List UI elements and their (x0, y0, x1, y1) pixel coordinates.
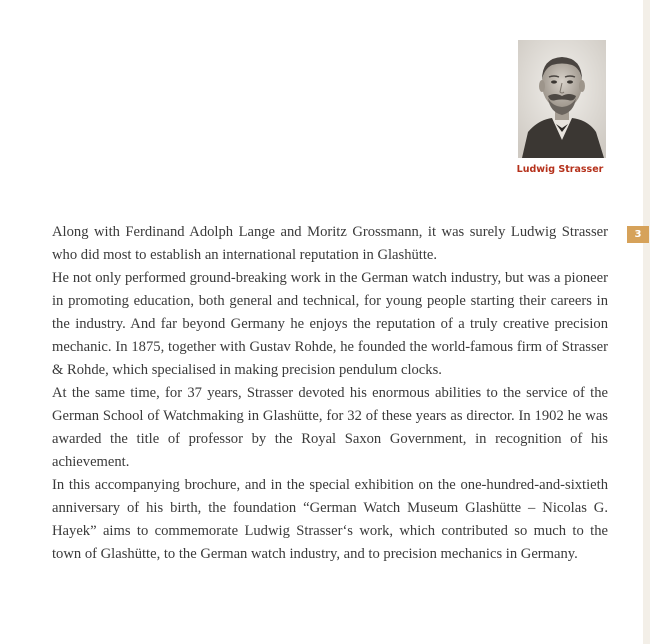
paragraph: Along with Ferdinand Adolph Lange and Moritz Grossmann, it was surely Ludwig Strasser who did most to establish an international reputation in Glashütte. (52, 224, 608, 263)
portrait-photo (518, 40, 606, 158)
paragraph: In this accompanying brochure, and in the special exhibition on the one-hundred-and-sixtieth anniversary of his birth, the foundation “German Watch Museum Glashütte – Nicolas G. Hayek” aims to commemorate Ludwig Strasser‘s work, which contributed so much to the town of Glashütte, to the German watch industry, and to precision mechanics in Germany. (52, 477, 608, 562)
page-edge-strip (643, 0, 650, 644)
page-number-badge: 3 (627, 226, 649, 243)
paragraph: At the same time, for 37 years, Strasser devoted his enormous abilities to the service of the German School of Watchmaking in Glashütte, for 32 of these years as director. In 1902 he was awarded the title of professor by the Royal Saxon Government, in recognition of his achievement. (52, 385, 608, 470)
paragraph: He not only performed ground-breaking work in the German watch industry, but was a pioneer in promoting education, both general and technical, for young people starting their careers in the industry. And far beyond Germany he enjoys the reputation of a truly creative precision mechanic. In 1875, together with Gustav Rohde, he founded the world-famous firm of Strasser & Rohde, which specialised in making precision pendulum clocks. (52, 270, 608, 378)
body-text (52, 221, 608, 566)
photo-caption: Ludwig Strasser (516, 164, 604, 175)
